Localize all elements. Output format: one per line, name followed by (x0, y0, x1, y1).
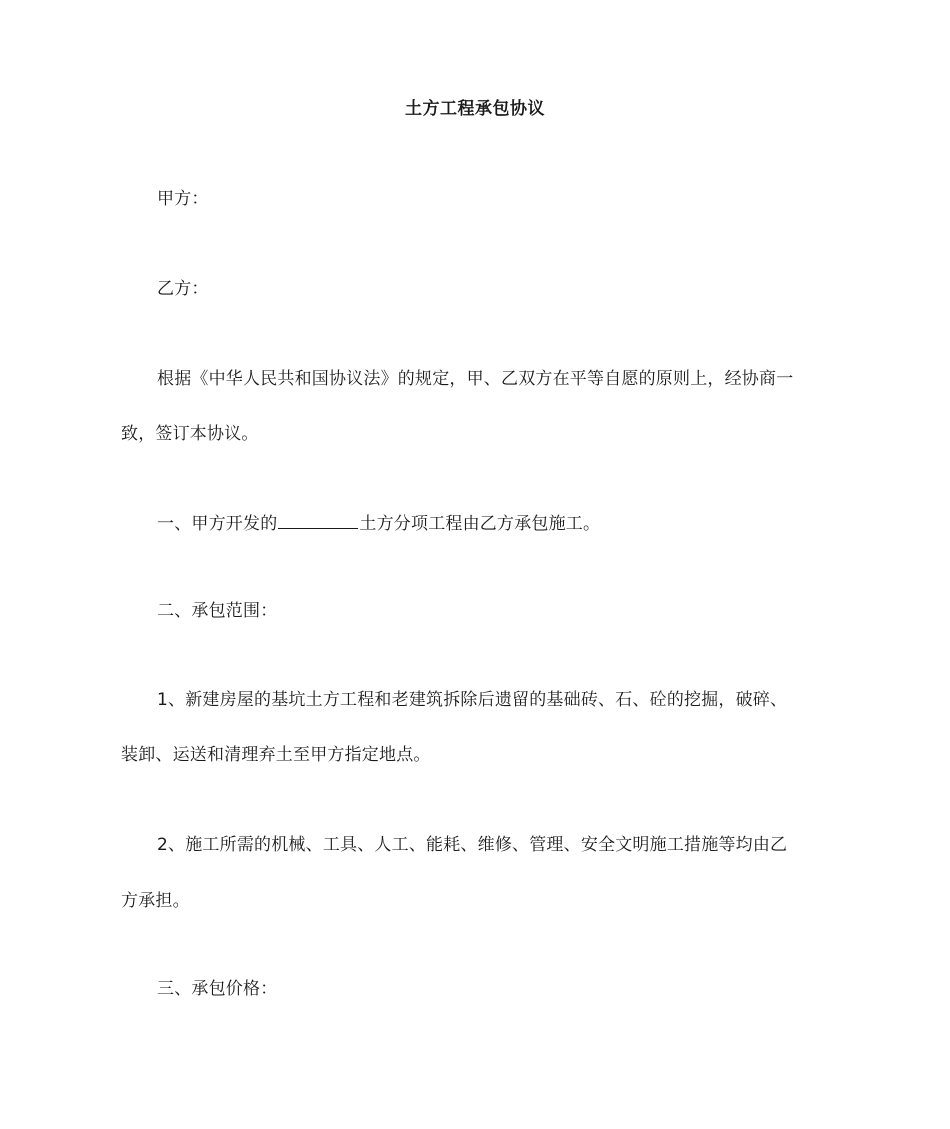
clause-2-heading: 二、承包范围： (157, 601, 278, 621)
intro-paragraph-line-1: 根据《中华人民共和国协议法》的规定，甲、乙双方在平等自愿的原则上，经协商一 (157, 369, 794, 389)
party-a-label: 甲方： (157, 189, 209, 209)
item-2-line-1: 2、施工所需的机械、工具、人工、能耗、维修、管理、安全文明施工措施等均由乙 (157, 835, 788, 855)
item-1-line-2: 装卸、运送和清理弃土至甲方指定地点。 (121, 745, 431, 765)
clause-1-suffix: 土方分项工程由乙方承包施工。 (359, 514, 601, 534)
clause-1 (157, 510, 600, 537)
document-title: 土方工程承包协议 (405, 99, 545, 119)
party-b-label: 乙方： (157, 279, 209, 299)
item-1-line-1: 1、新建房屋的基坑土方工程和老建筑拆除后遗留的基础砖、石、砼的挖掘，破碎、 (157, 690, 788, 710)
project-name-blank (278, 510, 358, 529)
clause-3-heading: 三、承包价格： (157, 979, 278, 999)
clause-1-prefix: 一、甲方开发的 (157, 514, 278, 534)
item-2-line-2: 方承担。 (121, 891, 190, 911)
intro-paragraph-line-2: 致，签订本协议。 (121, 424, 259, 444)
